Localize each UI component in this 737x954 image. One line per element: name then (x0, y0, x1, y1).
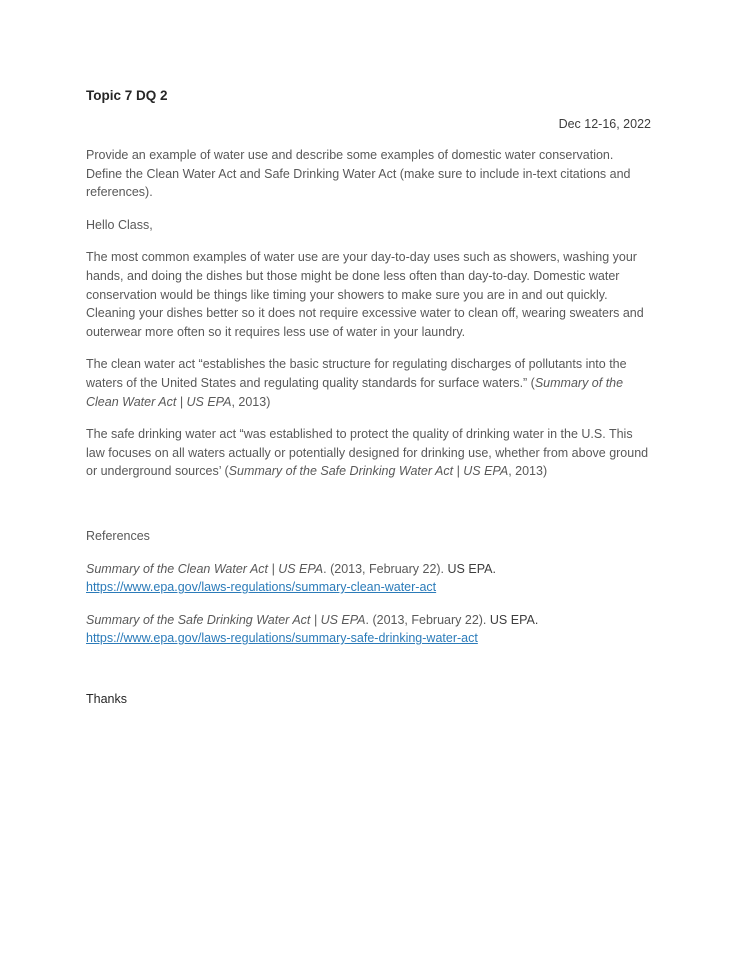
body-paragraph-2 (86, 355, 651, 411)
paragraph-2-text: The clean water act “establishes the basic structure for regulating discharges of pollutants into the waters of the United States and regulating quality standards for surface waters.” ( (86, 357, 627, 390)
reference-1-middle: . (2013, February 22). (323, 561, 448, 576)
paragraph-2-citation-tail: , 2013) (231, 394, 271, 409)
prompt-paragraph: Provide an example of water use and describe some examples of domestic water conservation. Define the Clean Water Act and Safe Drinking Water Act (make sure to include in-text citations and references). (86, 148, 631, 200)
reference-1-title: Summary of the Clean Water Act | US EPA (86, 561, 324, 576)
reference-2-title: Summary of the Safe Drinking Water Act | US EPA (86, 612, 366, 627)
reference-entry-1 (86, 560, 651, 597)
reference-2-publisher: US EPA. (489, 612, 539, 627)
paragraph-3-citation-title: Summary of the Safe Drinking Water Act | US EPA (228, 464, 509, 479)
reference-2-link[interactable]: https://www.epa.gov/laws-regulations/summary-safe-drinking-water-act (86, 631, 478, 646)
paragraph-2-citation-title: Summary of the Clean Water Act | US EPA (86, 375, 624, 409)
body-paragraph-3 (86, 425, 651, 481)
page-title: Topic 7 DQ 2 (86, 88, 168, 103)
paragraph-3-citation-tail: , 2013) (508, 464, 548, 479)
reference-entry-2 (86, 611, 651, 648)
closing: Thanks (86, 691, 127, 706)
body-paragraph-1: The most common examples of water use are your day-to-day uses such as showers, washing your hands, and doing the dishes but those might be done less often than day-to-day. Domestic water conservation would be things like timing your showers to make sure you are in and out quickly. Cleaning your dishes better so it does not require excessive water to clean off, wearing sweaters and outerwear more often so it requires less use of water in your laundry. (86, 250, 644, 339)
references-heading: References (86, 528, 150, 543)
reference-1-link[interactable]: https://www.epa.gov/laws-regulations/summary-clean-water-act (86, 580, 437, 595)
greeting: Hello Class, (86, 217, 153, 232)
reference-1-publisher: US EPA. (447, 561, 496, 576)
reference-2-middle: . (2013, February 22). (365, 612, 490, 627)
paragraph-3-text: The safe drinking water act “was established to protect the quality of drinking water in the U.S. This law focuses on all waters actually or potentially designed for drinking use, whether from above ground or underground sources’ ( (86, 427, 649, 479)
date-range: Dec 12-16, 2022 (558, 117, 651, 131)
